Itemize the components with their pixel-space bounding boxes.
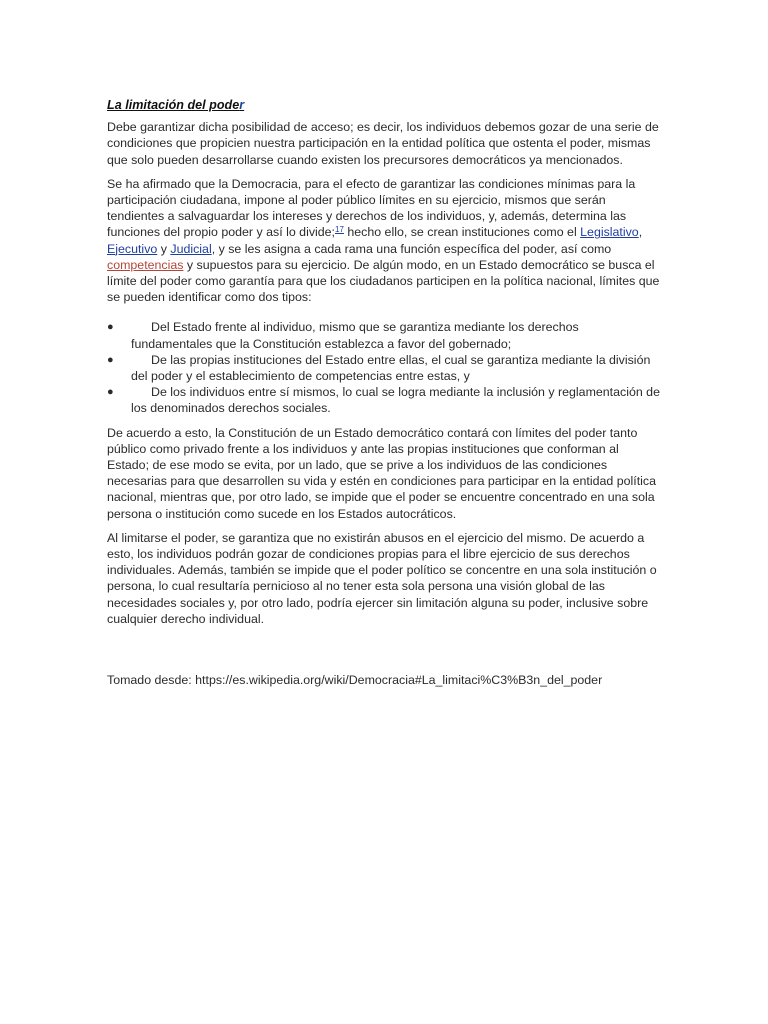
paragraph-2 xyxy=(107,176,663,306)
bullet-icon: ● xyxy=(107,353,114,366)
sep-2: y xyxy=(157,241,171,256)
list-item xyxy=(107,384,663,416)
paragraph-2-text-d: y supuestos para su ejercicio. De algún modo, en un Estado democrático se busca el límite del poder como garantía para que los ciudadanos participen en la política nacional, límites que se pueden identificar como dos tipos: xyxy=(107,257,660,305)
footnote-ref-17[interactable]: 17 xyxy=(335,225,344,235)
link-competencias[interactable]: competencias xyxy=(107,257,184,272)
paragraph-2-text-c: , y se les asigna a cada rama una función específica del poder, así como xyxy=(211,241,612,256)
paragraph-2-text-a: Se ha afirmado que la Democracia, para el efecto de garantizar las condiciones mínimas para la participación ciudadana, impone al poder público límites en su ejercicio, mismos que serán tendientes a salvaguardar los intereses y derechos de los individuos, y, además, determina las funciones del propio poder y así lo divide; xyxy=(107,176,636,240)
document-body xyxy=(107,97,663,696)
paragraph-2-text-b: hecho ello, se crean instituciones como el xyxy=(343,225,581,240)
list-item-text: Del Estado frente al individuo, mismo que se garantiza mediante los derechos fundamentales que la Constitución establezca a favor del gobernado; xyxy=(131,320,579,351)
link-judicial[interactable]: Judicial xyxy=(170,241,212,256)
heading-last-char: r xyxy=(239,98,245,112)
link-ejecutivo[interactable]: Ejecutivo xyxy=(107,241,158,256)
limits-list xyxy=(107,319,663,416)
paragraph-3: De acuerdo a esto, la Constitución de un Estado democrático contará con límites del poder tanto público como privado frente a los individuos y ante las propias instituciones que conforman al Estado; de ese modo se evita, por un lado, que se prive a los individuos de las condiciones necesarias para que desarrollen su vida y estén en condiciones para participar en la entidad política nacional, mientras que, por otro lado, se impide que el poder se encuentre concentrado en una sola persona o institución como sucede en los Estados autocráticos. xyxy=(107,425,656,521)
source-citation: Tomado desde: https://es.wikipedia.org/wiki/Democracia#La_limitaci%C3%B3n_del_poder xyxy=(107,673,603,688)
bullet-icon: ● xyxy=(107,386,114,399)
heading-text: La limitación del pode xyxy=(107,98,240,112)
paragraph-4: Al limitarse el poder, se garantiza que no existirán abusos en el ejercicio del mismo. De acuerdo a esto, los individuos podrán gozar de condiciones propias para el libre ejercicio de sus derechos individuales. Además, también se impide que el poder político se concentre en una sola institución o persona, lo cual resultaría pernicioso al no tener esta sola persona una visión global de las necesidades sociales y, por otro lado, podría ejercer sin limitación alguna su poder, inclusive sobre cualquier derecho individual. xyxy=(107,530,657,626)
link-legislativo[interactable]: Legislativo xyxy=(580,225,639,240)
bullet-icon: ● xyxy=(107,321,114,334)
section-heading xyxy=(107,97,663,113)
list-item-text: De las propias instituciones del Estado entre ellas, el cual se garantiza mediante la división del poder y el establecimiento de competencias entre estas, y xyxy=(131,352,651,384)
sep-1: , xyxy=(638,225,643,240)
list-item-text: De los individuos entre sí mismos, lo cual se logra mediante la inclusión y reglamentación de los denominados derechos sociales. xyxy=(131,385,660,416)
list-item xyxy=(107,352,663,384)
paragraph-1: Debe garantizar dicha posibilidad de acceso; es decir, los individuos debemos gozar de una serie de condiciones que propicien nuestra participación en la entidad política que ostenta el poder, mismas que solo pueden desarrollarse cuando existen los precursores democráticos ya mencionados. xyxy=(107,120,659,167)
list-item xyxy=(107,319,663,351)
